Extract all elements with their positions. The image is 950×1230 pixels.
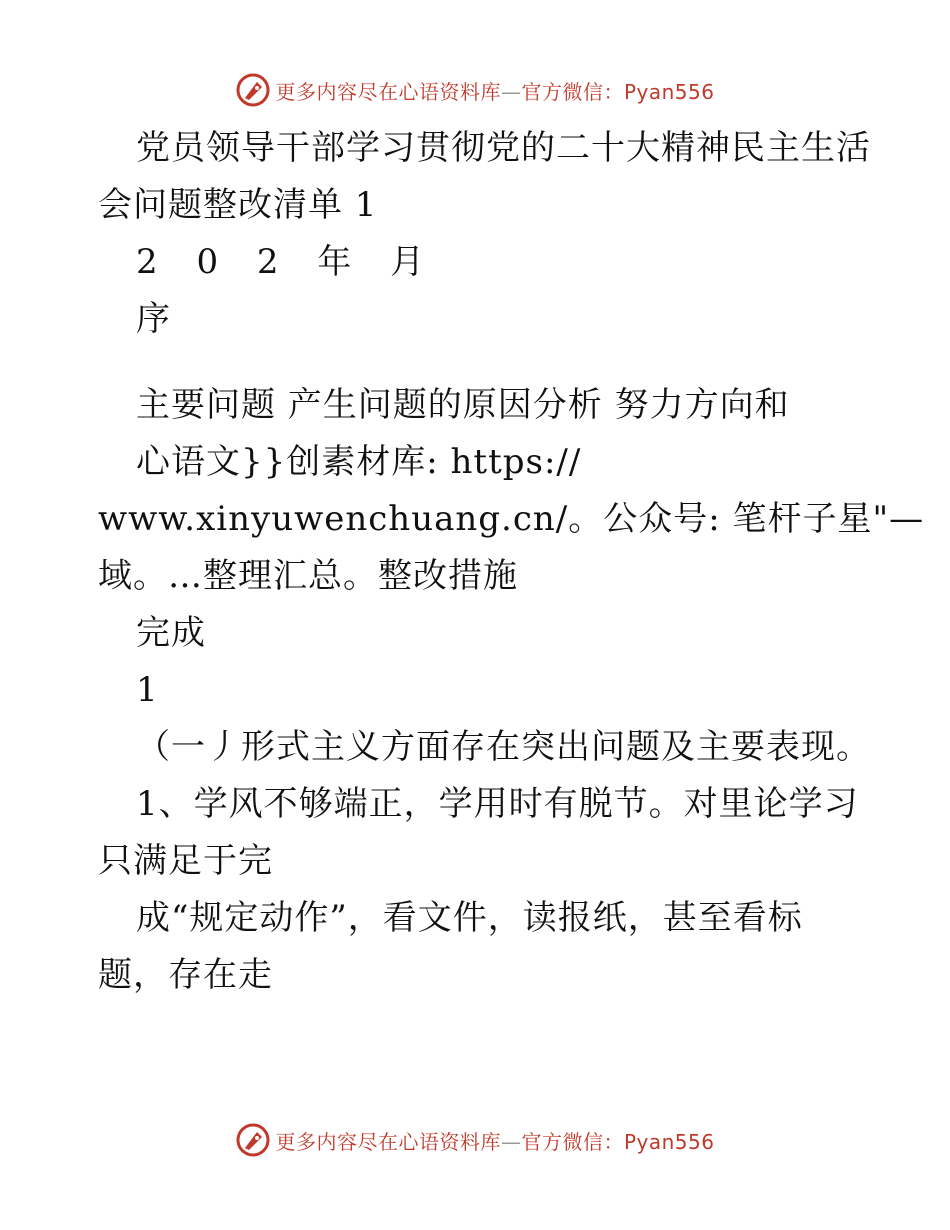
banner-text <box>275 1126 714 1155</box>
doc-seq-label: 序 <box>136 299 171 339</box>
doc-complete-label: 完成 <box>136 613 206 653</box>
pen-nib-logo-icon <box>235 1122 271 1158</box>
document-body <box>98 120 925 1004</box>
pen-nib-logo-icon <box>235 72 271 108</box>
header-banner <box>0 70 950 110</box>
banner-wechat: 官方微信：Pyan556 <box>521 79 715 104</box>
doc-title-line-1: 党员领导干部学习贯彻党的二十大精神民主生活 <box>136 128 871 168</box>
doc-section-heading: （一丿形式主义方面存在突出问题及主要表现。 <box>136 727 871 767</box>
banner-separator: — <box>500 1129 522 1154</box>
doc-date: 2 0 2 年 月 <box>136 242 439 282</box>
doc-item1-line-3: 成“规定动作”，看文件，读报纸，甚至看标 <box>136 898 803 938</box>
doc-source-line-1: 心语文}}创素材库: https:// <box>136 442 582 482</box>
banner-separator: — <box>500 79 522 104</box>
doc-source-line-3: 域。…整理汇总。整改措施 <box>98 556 518 596</box>
doc-item1-line-4: 题，存在走 <box>98 955 273 995</box>
doc-source-line-2: www.xinyuwenchuang.cn/。公众号: 笔杆子星"— <box>98 499 925 539</box>
banner-site-name: 更多内容尽在心语资料库 <box>275 79 501 104</box>
banner-wechat: 官方微信：Pyan556 <box>521 1129 715 1154</box>
doc-item1-line-2: 只满足于完 <box>98 841 273 881</box>
doc-header-columns: 主要问题 产生问题的原因分析 努力方向和 <box>136 385 790 425</box>
footer-banner <box>0 1120 950 1160</box>
banner-text <box>275 76 714 105</box>
doc-spacer <box>98 348 858 377</box>
doc-item1-line-1: 1、学风不够端正，学用时有脱节。对里论学习 <box>136 784 859 824</box>
doc-title-line-2: 会问题整改清单 1 <box>98 185 378 225</box>
doc-number: 1 <box>136 670 159 710</box>
banner-site-name: 更多内容尽在心语资料库 <box>275 1129 501 1154</box>
